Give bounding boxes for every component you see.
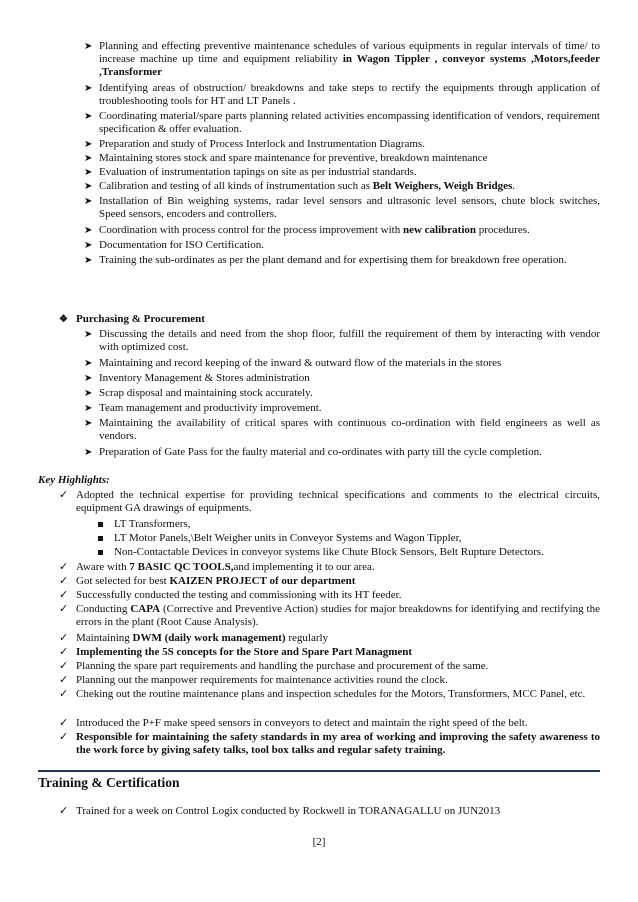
duty-item: ➤ Identifying areas of obstruction/ breakdowns and take steps to rectify the equipments through application of troubleshooting tools for HT and LT Panels . [84, 82, 600, 108]
square-bullet-icon [98, 536, 103, 541]
key-highlights-heading: Key Highlights: [38, 474, 110, 486]
arrow-bullet-icon: ➤ [84, 167, 93, 178]
duty-item: ➤ Calibration and testing of all kinds of instrumentation such as Belt Weighers, Weigh Bridges. [84, 180, 516, 192]
duty-item: ➤ Evaluation of instrumentation tapings on site as per industrial standards. [84, 166, 417, 178]
purchasing-item: ➤ Preparation of Gate Pass for the faulty material and co-ordinates with party till the cycle completion. [84, 446, 542, 458]
section-divider [38, 770, 600, 772]
highlight-item: ✓ Conducting CAPA (Corrective and Preventive Action) studies for major breakdowns for identifying and rectifying the errors in the plant (Root Cause Analysis). [59, 603, 600, 629]
highlight-sub-item: Non-Contactable Devices in conveyor systems like Chute Block Sensors, Belt Rupture Detectors. [114, 546, 600, 559]
arrow-bullet-icon: ➤ [84, 388, 93, 399]
check-icon: ✓ [59, 717, 69, 729]
check-icon: ✓ [59, 561, 69, 573]
duty-item: ➤ Planning and effecting preventive maintenance schedules of various equipments in regular intervals of time/ to increase machine up time and equipment reliability in Wagon Tippler , conveyor systems ,Motors,feeder ,Transformer [84, 40, 600, 79]
highlight-sub-item: LT Transformers, [114, 518, 600, 531]
check-icon: ✓ [59, 674, 69, 686]
arrow-bullet-icon: ➤ [84, 111, 93, 122]
purchasing-item: ➤ Maintaining the availability of critical spares with continuous co-ordination with field engineers as well as vendors. [84, 417, 600, 443]
duty-item: ➤ Training the sub-ordinates as per the plant demand and for expertising them for breakdown free operation. [84, 254, 567, 266]
arrow-bullet-icon: ➤ [84, 418, 93, 429]
purchasing-item: ➤ Scrap disposal and maintaining stock accurately. [84, 387, 313, 399]
square-bullet-icon [98, 522, 103, 527]
purchasing-item: ➤ Team management and productivity improvement. [84, 402, 322, 414]
duty-item: ➤ Installation of Bin weighing systems, radar level sensors and ultrasonic level sensors, chute block switches, Speed sensors, encoders and controllers. [84, 195, 600, 221]
arrow-bullet-icon: ➤ [84, 329, 93, 340]
arrow-bullet-icon: ➤ [84, 255, 93, 266]
page-number: [2] [312, 836, 326, 848]
arrow-bullet-icon: ➤ [84, 181, 93, 192]
arrow-bullet-icon: ➤ [84, 403, 93, 414]
arrow-bullet-icon: ➤ [84, 225, 93, 236]
highlight-item: ✓ Implementing the 5S concepts for the Store and Spare Part Managment [59, 646, 413, 658]
highlight-item: ✓ Planning the spare part requirements and handling the purchase and procurement of the same. [59, 660, 489, 672]
duty-item: ➤ Maintaining stores stock and spare maintenance for preventive, breakdown maintenance [84, 152, 488, 164]
purchasing-heading: ❖ Purchasing & Procurement [59, 313, 205, 325]
square-bullet-icon [98, 550, 103, 555]
highlight-item: ✓ Aware with 7 BASIC QC TOOLS,and implementing it to our area. [59, 561, 375, 573]
purchasing-item: ➤ Inventory Management & Stores administration [84, 372, 310, 384]
arrow-bullet-icon: ➤ [84, 139, 93, 150]
arrow-bullet-icon: ➤ [84, 240, 93, 251]
duty-item: ➤ Coordinating material/spare parts planning related activities encompassing identification of vendors, requirement specification & offer evaluation. [84, 110, 600, 136]
duty-item: ➤ Preparation and study of Process Interlock and Instrumentation Diagrams. [84, 138, 425, 150]
check-icon: ✓ [59, 646, 69, 658]
check-icon: ✓ [59, 660, 69, 672]
highlight-item: ✓ Cheking out the routine maintenance plans and inspection schedules for the Motors, Transformers, MCC Panel, etc. [59, 688, 586, 700]
check-icon: ✓ [59, 589, 69, 601]
check-icon: ✓ [59, 805, 69, 817]
check-icon: ✓ [59, 489, 69, 501]
purchasing-item: ➤ Discussing the details and need from the shop floor, fulfill the requirement of them by interacting with vendor with optimized cost. [84, 328, 600, 354]
highlight-sub-item: LT Motor Panels,\Belt Weigher units in Conveyor Systems and Wagon Tippler, [114, 532, 600, 545]
highlight-item: ✓ Maintaining DWM (daily work management) regularly [59, 632, 329, 644]
highlight-item: ✓ Introduced the P+F make speed sensors in conveyors to detect and maintain the right speed of the belt. [59, 717, 528, 729]
arrow-bullet-icon: ➤ [84, 447, 93, 458]
check-icon: ✓ [59, 688, 69, 700]
training-heading: Training & Certification [38, 775, 180, 790]
duty-item: ➤ Documentation for ISO Certification. [84, 239, 264, 251]
highlight-item: ✓ Got selected for best KAIZEN PROJECT of our department [59, 575, 356, 587]
highlight-item: ✓ Planning out the manpower requirements for maintenance activities round the clock. [59, 674, 448, 686]
arrow-bullet-icon: ➤ [84, 83, 93, 94]
training-item: ✓ Trained for a week on Control Logix conducted by Rockwell in TORANAGALLU on JUN2013 [59, 805, 501, 817]
arrow-bullet-icon: ➤ [84, 358, 93, 369]
duty-item: ➤ Coordination with process control for the process improvement with new calibration procedures. [84, 224, 530, 236]
check-icon: ✓ [59, 731, 69, 743]
highlight-item: ✓ Adopted the technical expertise for providing technical specifications and comments to the electrical circuits, equipment GA drawings of equipments. [59, 489, 600, 515]
check-icon: ✓ [59, 632, 69, 644]
arrow-bullet-icon: ➤ [84, 373, 93, 384]
diamond-bullet-icon: ❖ [59, 314, 68, 325]
check-icon: ✓ [59, 575, 69, 587]
highlight-item: ✓ Responsible for maintaining the safety standards in my area of working and improving the safety awareness to the work force by giving safety talks, tool box talks and regular safety training. [59, 731, 600, 757]
arrow-bullet-icon: ➤ [84, 196, 93, 207]
purchasing-item: ➤ Maintaining and record keeping of the inward & outward flow of the materials in the stores [84, 357, 502, 369]
check-icon: ✓ [59, 603, 69, 615]
arrow-bullet-icon: ➤ [84, 41, 93, 52]
arrow-bullet-icon: ➤ [84, 153, 93, 164]
highlight-item: ✓ Successfully conducted the testing and commissioning with its HT feeder. [59, 589, 402, 601]
